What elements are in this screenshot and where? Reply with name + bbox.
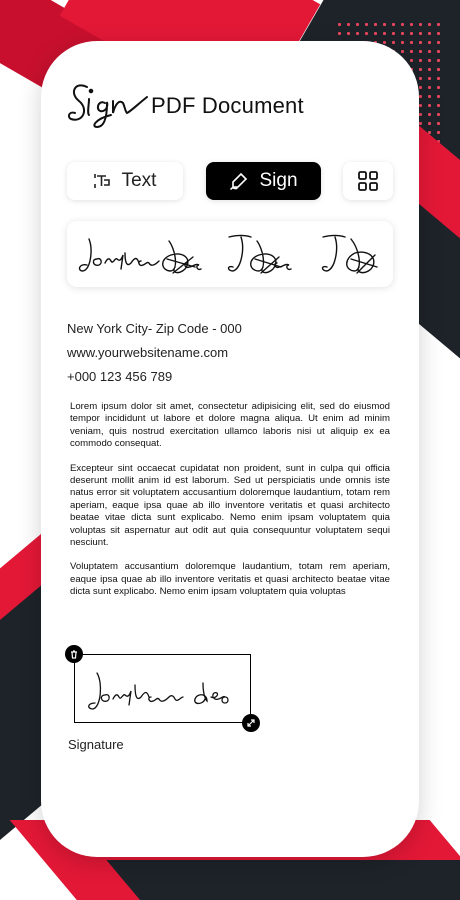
app-header <box>67 67 387 137</box>
placed-signature <box>75 655 250 722</box>
signature-options <box>67 221 393 287</box>
address-text: New York City- Zip Code - 000 <box>67 321 242 336</box>
sign-logo <box>67 75 153 131</box>
paragraph: Voluptatem accusantium doloremque laudantium, totam rem aperiam, eaque ipsa quae ab illo inventore veritatis et quasi architecto beatae vitae dicta sunt explicabo. Nemo enim ipsam voluptatem quia voluptas <box>70 561 390 598</box>
page-title: PDF Document <box>151 93 304 118</box>
resize-signature-button[interactable] <box>242 714 260 732</box>
website-text: www.yourwebsitename.com <box>67 345 229 360</box>
tab-text[interactable] <box>67 162 183 200</box>
paragraph: Excepteur sint occaecat cupidatat non proident, sunt in culpa qui officia deserunt mollit anim id est laborum. Sed ut perspiciatis unde omnis iste natus error sit voluptatem accusantium doloremque laudantium, totam rem aperiam, eaque ipsa quae ab illo inventore veritatis et quasi architecto beatae vitae dicta sunt explicabo. Nemo enim ipsam voluptatem quia voluptas sit aspernatur aut odit aut quia consequuntur voluptatem sequi nesciunt. <box>70 462 390 549</box>
tab-grid[interactable] <box>343 162 393 200</box>
signature-option-initial-name[interactable] <box>223 229 303 281</box>
delete-signature-button[interactable] <box>65 645 83 663</box>
tab-text-label: Text <box>121 170 157 191</box>
phone-screen <box>41 41 419 857</box>
tab-sign[interactable] <box>206 162 321 200</box>
tool-tabs <box>67 162 393 202</box>
paragraph: Lorem ipsum dolor sit amet, consectetur adipisicing elit, sed do eiusmod tempor incididunt ut labore et dolore magna aliqua. Ut enim ad minim veniam, quis nostrud exercitation ullamco laboris nisi ut aliquip ex ea commodo consequat. <box>70 401 390 450</box>
grid-icon <box>357 170 379 192</box>
signature-caption: Signature <box>68 737 124 752</box>
pen-sign-icon <box>229 171 249 191</box>
tab-sign-label: Sign <box>259 170 298 191</box>
placed-signature-box[interactable] <box>74 654 251 723</box>
document-body <box>70 401 390 611</box>
text-tool-icon <box>94 172 112 190</box>
signature-option-initials[interactable] <box>317 229 383 281</box>
phone-text: +000 123 456 789 <box>67 369 173 384</box>
resize-arrows-icon <box>246 718 256 728</box>
signature-option-full[interactable] <box>75 229 209 281</box>
trash-icon <box>69 649 79 659</box>
contact-block <box>67 317 242 389</box>
